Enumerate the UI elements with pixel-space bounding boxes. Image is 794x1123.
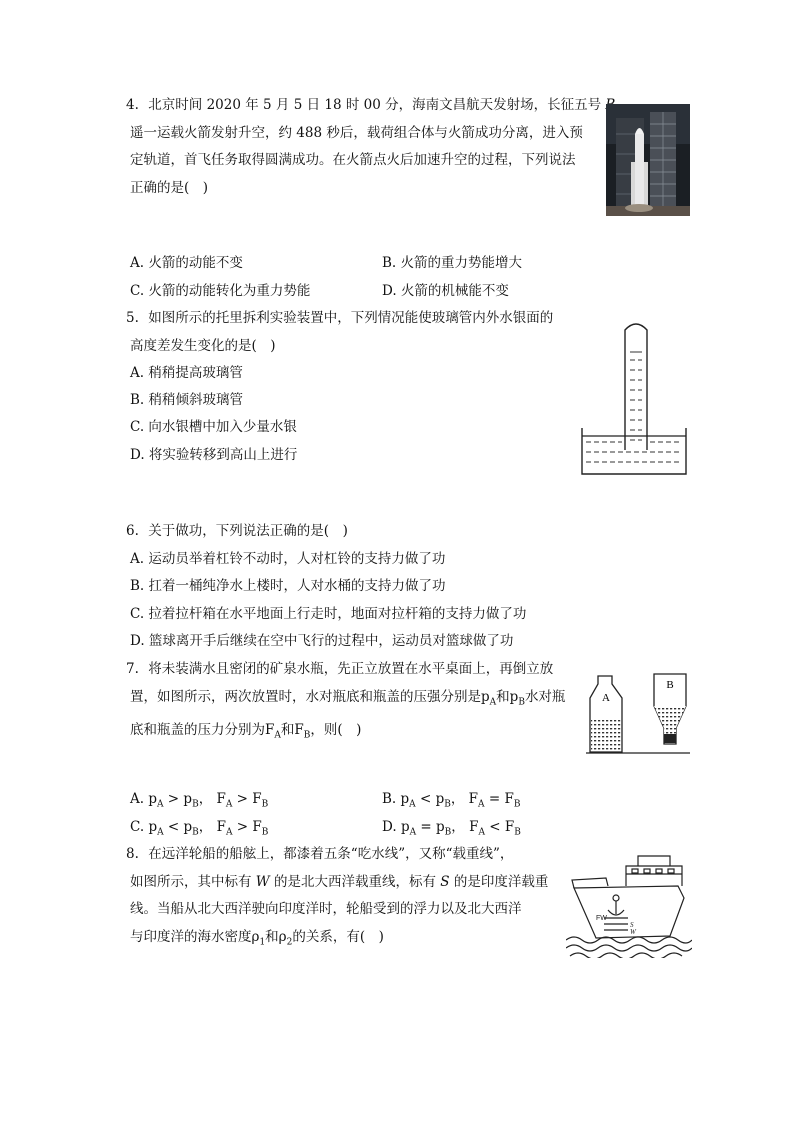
q4-option-d[interactable]: D. 火箭的机械能不变 — [382, 283, 509, 299]
question-text: 关于做功，下列说法正确的是( ) — [148, 523, 348, 539]
force-fb: $F_B$ — [294, 721, 311, 741]
question-text: 在远洋轮船的船舷上，都漆着五条“吃水线”，又称“载重线”， — [148, 846, 514, 862]
question-6 — [126, 518, 348, 546]
bottle-a-label: A — [602, 692, 610, 704]
question-text: 将未装满水且密闭的矿泉水瓶，先正立放置在水平桌面上，再倒立放 — [148, 661, 554, 677]
ship-load-line-diagram — [566, 852, 692, 958]
force-fa: $F_A$ — [265, 721, 281, 741]
question-7: 7. 将未装满水且密闭的矿泉水瓶，先正立放置在水平桌面上，再倒立放 置，如图所示，两次放置时，水对瓶底和瓶盖的压强分别是$p_A$和$p_B$水对瓶 底和瓶盖的压力分别为$F_A$和$F_B$，则( ) — [130, 656, 565, 750]
question-text: 底和瓶盖的压力分别为 — [130, 721, 265, 738]
question-number: 5. — [126, 310, 139, 326]
q4-option-b[interactable]: B. 火箭的重力势能增大 — [382, 255, 523, 271]
question-5 — [126, 305, 554, 360]
question-text: 正确的是( ) — [130, 179, 209, 196]
question-text: 线。当船从北大西洋驶向印度洋时，轮船受到的浮力以及北大西洋 — [130, 901, 522, 917]
q7-option-b[interactable]: B. $p_A < p_B$， $F_A = F_B$ — [382, 791, 521, 810]
q5-option-d[interactable]: D. 将实验转移到高山上进行 — [130, 447, 298, 463]
q5-option-a[interactable]: A. 稍稍提高玻璃管 — [130, 365, 243, 381]
q6-option-a[interactable]: A. 运动员举着杠铃不动时，人对杠铃的支持力做了功 — [130, 551, 446, 567]
question-text: 置，如图所示，两次放置时，水对瓶底和瓶盖的压强分别是 — [130, 688, 481, 705]
question-number: 8. — [126, 846, 139, 862]
pressure-pa: $p_A$ — [481, 688, 497, 708]
question-text: 北京时间 2020 年 5 月 5 日 18 时 00 分，海南文昌航天发射场，长征五号 — [148, 97, 602, 113]
q5-option-c[interactable]: C. 向水银槽中加入少量水银 — [130, 419, 297, 435]
s-mark: S — [630, 921, 634, 929]
question-text: 定轨道，首飞任务取得圆满成功。在火箭点火后加速升空的过程，下列说法 — [130, 152, 576, 168]
rocket-launch-photo — [606, 104, 690, 216]
question-text: 与印度洋的海水密度 — [130, 928, 252, 945]
question-8: 8. 在远洋轮船的船舷上，都漆着五条“吃水线”，又称“载重线”， 如图所示，其中标有 W 的是北大西洋载重线，标有 S 的是印度洋载重 线。当船从北大西洋驶向印度洋时，轮船受到的浮力以及北大西洋 与印度洋的海水密度$\rho_1$和$\rho_2$的关系，有( ) — [130, 841, 548, 957]
water-bottles-diagram — [586, 668, 694, 760]
q4-option-c[interactable]: C. 火箭的动能转化为重力势能 — [130, 283, 311, 299]
question-text: 高度差发生变化的是( ) — [130, 337, 276, 354]
fw-mark: FW — [596, 915, 607, 922]
question-text: 如图所示的托里拆利实验装置中，下列情况能使玻璃管内外水银面的 — [148, 310, 554, 326]
question-number: 6. — [126, 523, 139, 539]
q7-option-a[interactable]: A. $p_A > p_B$， $F_A > F_B$ — [130, 791, 269, 810]
question-number: 4. — [126, 97, 139, 113]
question-4 — [126, 92, 615, 202]
question-text: 如图所示，其中标有 — [130, 873, 252, 890]
question-number: 7. — [126, 661, 139, 677]
q7-option-d[interactable]: D. $p_A = p_B$， $F_A < F_B$ — [382, 819, 521, 838]
q7-option-c[interactable]: C. $p_A < p_B$， $F_A > F_B$ — [130, 819, 269, 838]
question-text: 遥一运载火箭发射升空，约 488 秒后，载荷组合体与火箭成功分离，进入预 — [130, 124, 583, 141]
w-mark: W — [630, 928, 636, 936]
q6-option-c[interactable]: C. 拉着拉杆箱在水平地面上行走时，地面对拉杆箱的支持力做了功 — [130, 606, 527, 622]
pressure-pb: $p_B$ — [509, 688, 525, 708]
bottle-b-label: B — [666, 679, 674, 691]
torricelli-apparatus-diagram — [578, 318, 690, 478]
q5-option-b[interactable]: B. 稍稍倾斜玻璃管 — [130, 392, 244, 408]
q6-option-b[interactable]: B. 扛着一桶纯净水上楼时，人对水桶的支持力做了功 — [130, 578, 446, 594]
q4-option-a[interactable]: A. 火箭的动能不变 — [130, 255, 243, 271]
q6-option-d[interactable]: D. 篮球离开手后继续在空中飞行的过程中，运动员对篮球做了功 — [130, 633, 514, 649]
